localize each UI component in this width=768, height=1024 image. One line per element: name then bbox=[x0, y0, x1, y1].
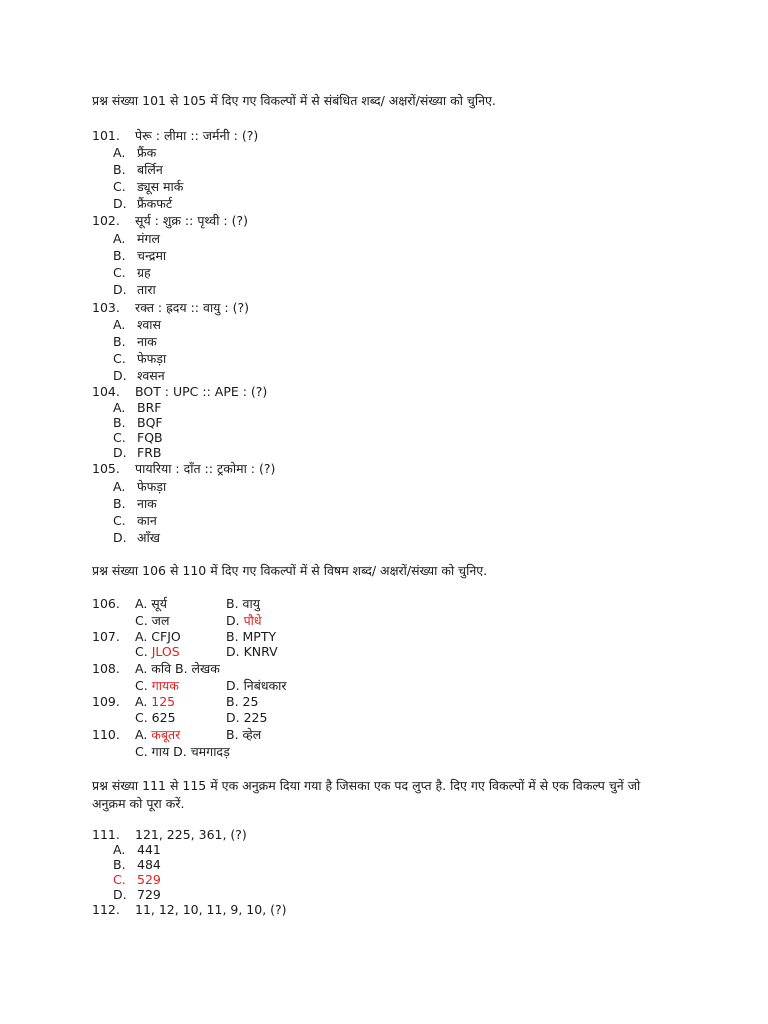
q106-option-b: B. वायु bbox=[226, 596, 260, 611]
q103-option-letter: D. bbox=[113, 368, 127, 383]
q101-text: पेरू : लीमा :: जर्मनी : (?) bbox=[135, 128, 259, 143]
q103-option-text: नाक bbox=[137, 334, 157, 349]
q104-option-letter: B. bbox=[113, 415, 126, 430]
q101-option-letter: A. bbox=[113, 145, 126, 160]
q104-option-text: FQB bbox=[137, 430, 163, 445]
q106-option-c: C. जल bbox=[135, 613, 170, 628]
q111-option-letter: B. bbox=[113, 857, 126, 872]
q109-number: 109. bbox=[92, 694, 120, 709]
q104-number: 104. bbox=[92, 384, 120, 399]
q107-option-b: B. MPTY bbox=[226, 629, 277, 644]
q102-number: 102. bbox=[92, 213, 120, 228]
q111-option-text: 484 bbox=[137, 857, 161, 872]
q101-option-text: फ्रैंकफर्ट bbox=[137, 196, 173, 211]
q103-option-letter: A. bbox=[113, 317, 126, 332]
q107-option-c bbox=[135, 644, 180, 660]
section3-heading-line2: अनुक्रम को पूरा करें. bbox=[92, 796, 185, 811]
q111-option-letter: A. bbox=[113, 842, 126, 857]
q108-number: 108. bbox=[92, 661, 120, 676]
answer-highlight: गायक bbox=[151, 678, 179, 693]
q111-option-text: 441 bbox=[137, 842, 161, 857]
q102-option-letter: B. bbox=[113, 248, 126, 263]
option-letter: C. bbox=[135, 644, 152, 659]
q105-text: पायरिया : दाँत :: ट्रकोमा : (?) bbox=[135, 461, 276, 476]
q105-option-letter: C. bbox=[113, 513, 126, 528]
q103-option-letter: B. bbox=[113, 334, 126, 349]
q110-number: 110. bbox=[92, 727, 120, 742]
q111-option-text-answer: 529 bbox=[137, 872, 161, 887]
q108-option-c bbox=[135, 678, 179, 694]
q111-text: 121, 225, 361, (?) bbox=[135, 827, 247, 842]
q102-option-letter: C. bbox=[113, 265, 126, 280]
answer-highlight: JLOS bbox=[151, 644, 180, 659]
q110-options-cd: C. गाय D. चमगादड़ bbox=[135, 744, 230, 759]
q104-option-text: BQF bbox=[137, 415, 163, 430]
q102-option-letter: D. bbox=[113, 282, 127, 297]
q109-option-c: C. 625 bbox=[135, 710, 176, 725]
q101-option-text: बर्लिन bbox=[137, 162, 163, 177]
q111-option-letter-answer: C. bbox=[113, 872, 126, 887]
q106-option-d bbox=[226, 613, 262, 629]
q109-option-d: D. 225 bbox=[226, 710, 268, 725]
q105-option-text: कान bbox=[137, 513, 157, 528]
q110-option-b: B. व्हेल bbox=[226, 727, 262, 742]
option-letter: C. bbox=[135, 678, 152, 693]
q109-option-b: B. 25 bbox=[226, 694, 259, 709]
answer-highlight: कबूतर bbox=[151, 727, 181, 742]
q104-option-text: BRF bbox=[137, 400, 162, 415]
q105-option-letter: A. bbox=[113, 479, 126, 494]
q107-option-d: D. KNRV bbox=[226, 644, 278, 659]
q112-number: 112. bbox=[92, 902, 120, 917]
q105-option-text: नाक bbox=[137, 496, 157, 511]
option-letter: A. bbox=[135, 727, 152, 742]
q105-option-text: आँख bbox=[137, 530, 161, 545]
q102-option-letter: A. bbox=[113, 231, 126, 246]
q102-option-text: ग्रह bbox=[137, 265, 151, 280]
q102-text: सूर्य : शुक्र :: पृथ्वी : (?) bbox=[135, 213, 248, 228]
q105-number: 105. bbox=[92, 461, 120, 476]
q108-option-d: D. निबंधकार bbox=[226, 678, 287, 693]
q103-text: रक्त : ह्रदय :: वायु : (?) bbox=[135, 300, 249, 315]
q109-option-a bbox=[135, 694, 175, 710]
q103-option-text: श्वास bbox=[137, 317, 161, 332]
q104-text: BOT : UPC :: APE : (?) bbox=[135, 384, 268, 399]
q106-number: 106. bbox=[92, 596, 120, 611]
q111-option-letter: D. bbox=[113, 887, 127, 902]
q111-number: 111. bbox=[92, 827, 120, 842]
q106-option-a: A. सूर्य bbox=[135, 596, 167, 611]
q104-option-text: FRB bbox=[137, 445, 162, 460]
q104-option-letter: A. bbox=[113, 400, 126, 415]
q112-text: 11, 12, 10, 11, 9, 10, (?) bbox=[135, 902, 287, 917]
q103-option-letter: C. bbox=[113, 351, 126, 366]
section3-heading-line1: प्रश्न संख्या 111 से 115 में एक अनुक्रम दिया गया है जिसका एक पद लुप्त है. दिए गए विकल्पों में से एक विकल्प चुनें जो bbox=[92, 778, 641, 793]
q101-option-text: ड्यूस मार्क bbox=[137, 179, 184, 194]
option-letter: A. bbox=[135, 694, 152, 709]
q104-option-letter: C. bbox=[113, 430, 126, 445]
section2-heading: प्रश्न संख्या 106 से 110 में दिए गए विकल्पों में से विषम शब्द/ अक्षरों/संख्या को चुनिए. bbox=[92, 563, 488, 578]
q105-option-letter: B. bbox=[113, 496, 126, 511]
q107-number: 107. bbox=[92, 629, 120, 644]
q101-option-letter: C. bbox=[113, 179, 126, 194]
q101-option-letter: B. bbox=[113, 162, 126, 177]
q103-option-text: फेफड़ा bbox=[137, 351, 167, 366]
q101-option-text: फ्रैंक bbox=[137, 145, 157, 160]
q103-number: 103. bbox=[92, 300, 120, 315]
q103-option-text: श्वसन bbox=[137, 368, 165, 383]
q111-option-text: 729 bbox=[137, 887, 161, 902]
q104-option-letter: D. bbox=[113, 445, 127, 460]
q101-number: 101. bbox=[92, 128, 120, 143]
q102-option-text: तारा bbox=[137, 282, 156, 297]
q101-option-letter: D. bbox=[113, 196, 127, 211]
q102-option-text: चन्द्रमा bbox=[137, 248, 167, 263]
section1-heading: प्रश्न संख्या 101 से 105 में दिए गए विकल्पों में से संबंधित शब्द/ अक्षरों/संख्या को चुनिए. bbox=[92, 93, 496, 108]
answer-highlight: 125 bbox=[151, 694, 176, 709]
q108-options-ab: A. कवि B. लेखक bbox=[135, 661, 220, 676]
option-letter: D. bbox=[226, 613, 244, 628]
q107-option-a: A. CFJO bbox=[135, 629, 181, 644]
q110-option-a bbox=[135, 727, 180, 743]
answer-highlight: पौधे bbox=[243, 613, 262, 628]
q105-option-letter: D. bbox=[113, 530, 127, 545]
q102-option-text: मंगल bbox=[137, 231, 160, 246]
q105-option-text: फेफड़ा bbox=[137, 479, 167, 494]
